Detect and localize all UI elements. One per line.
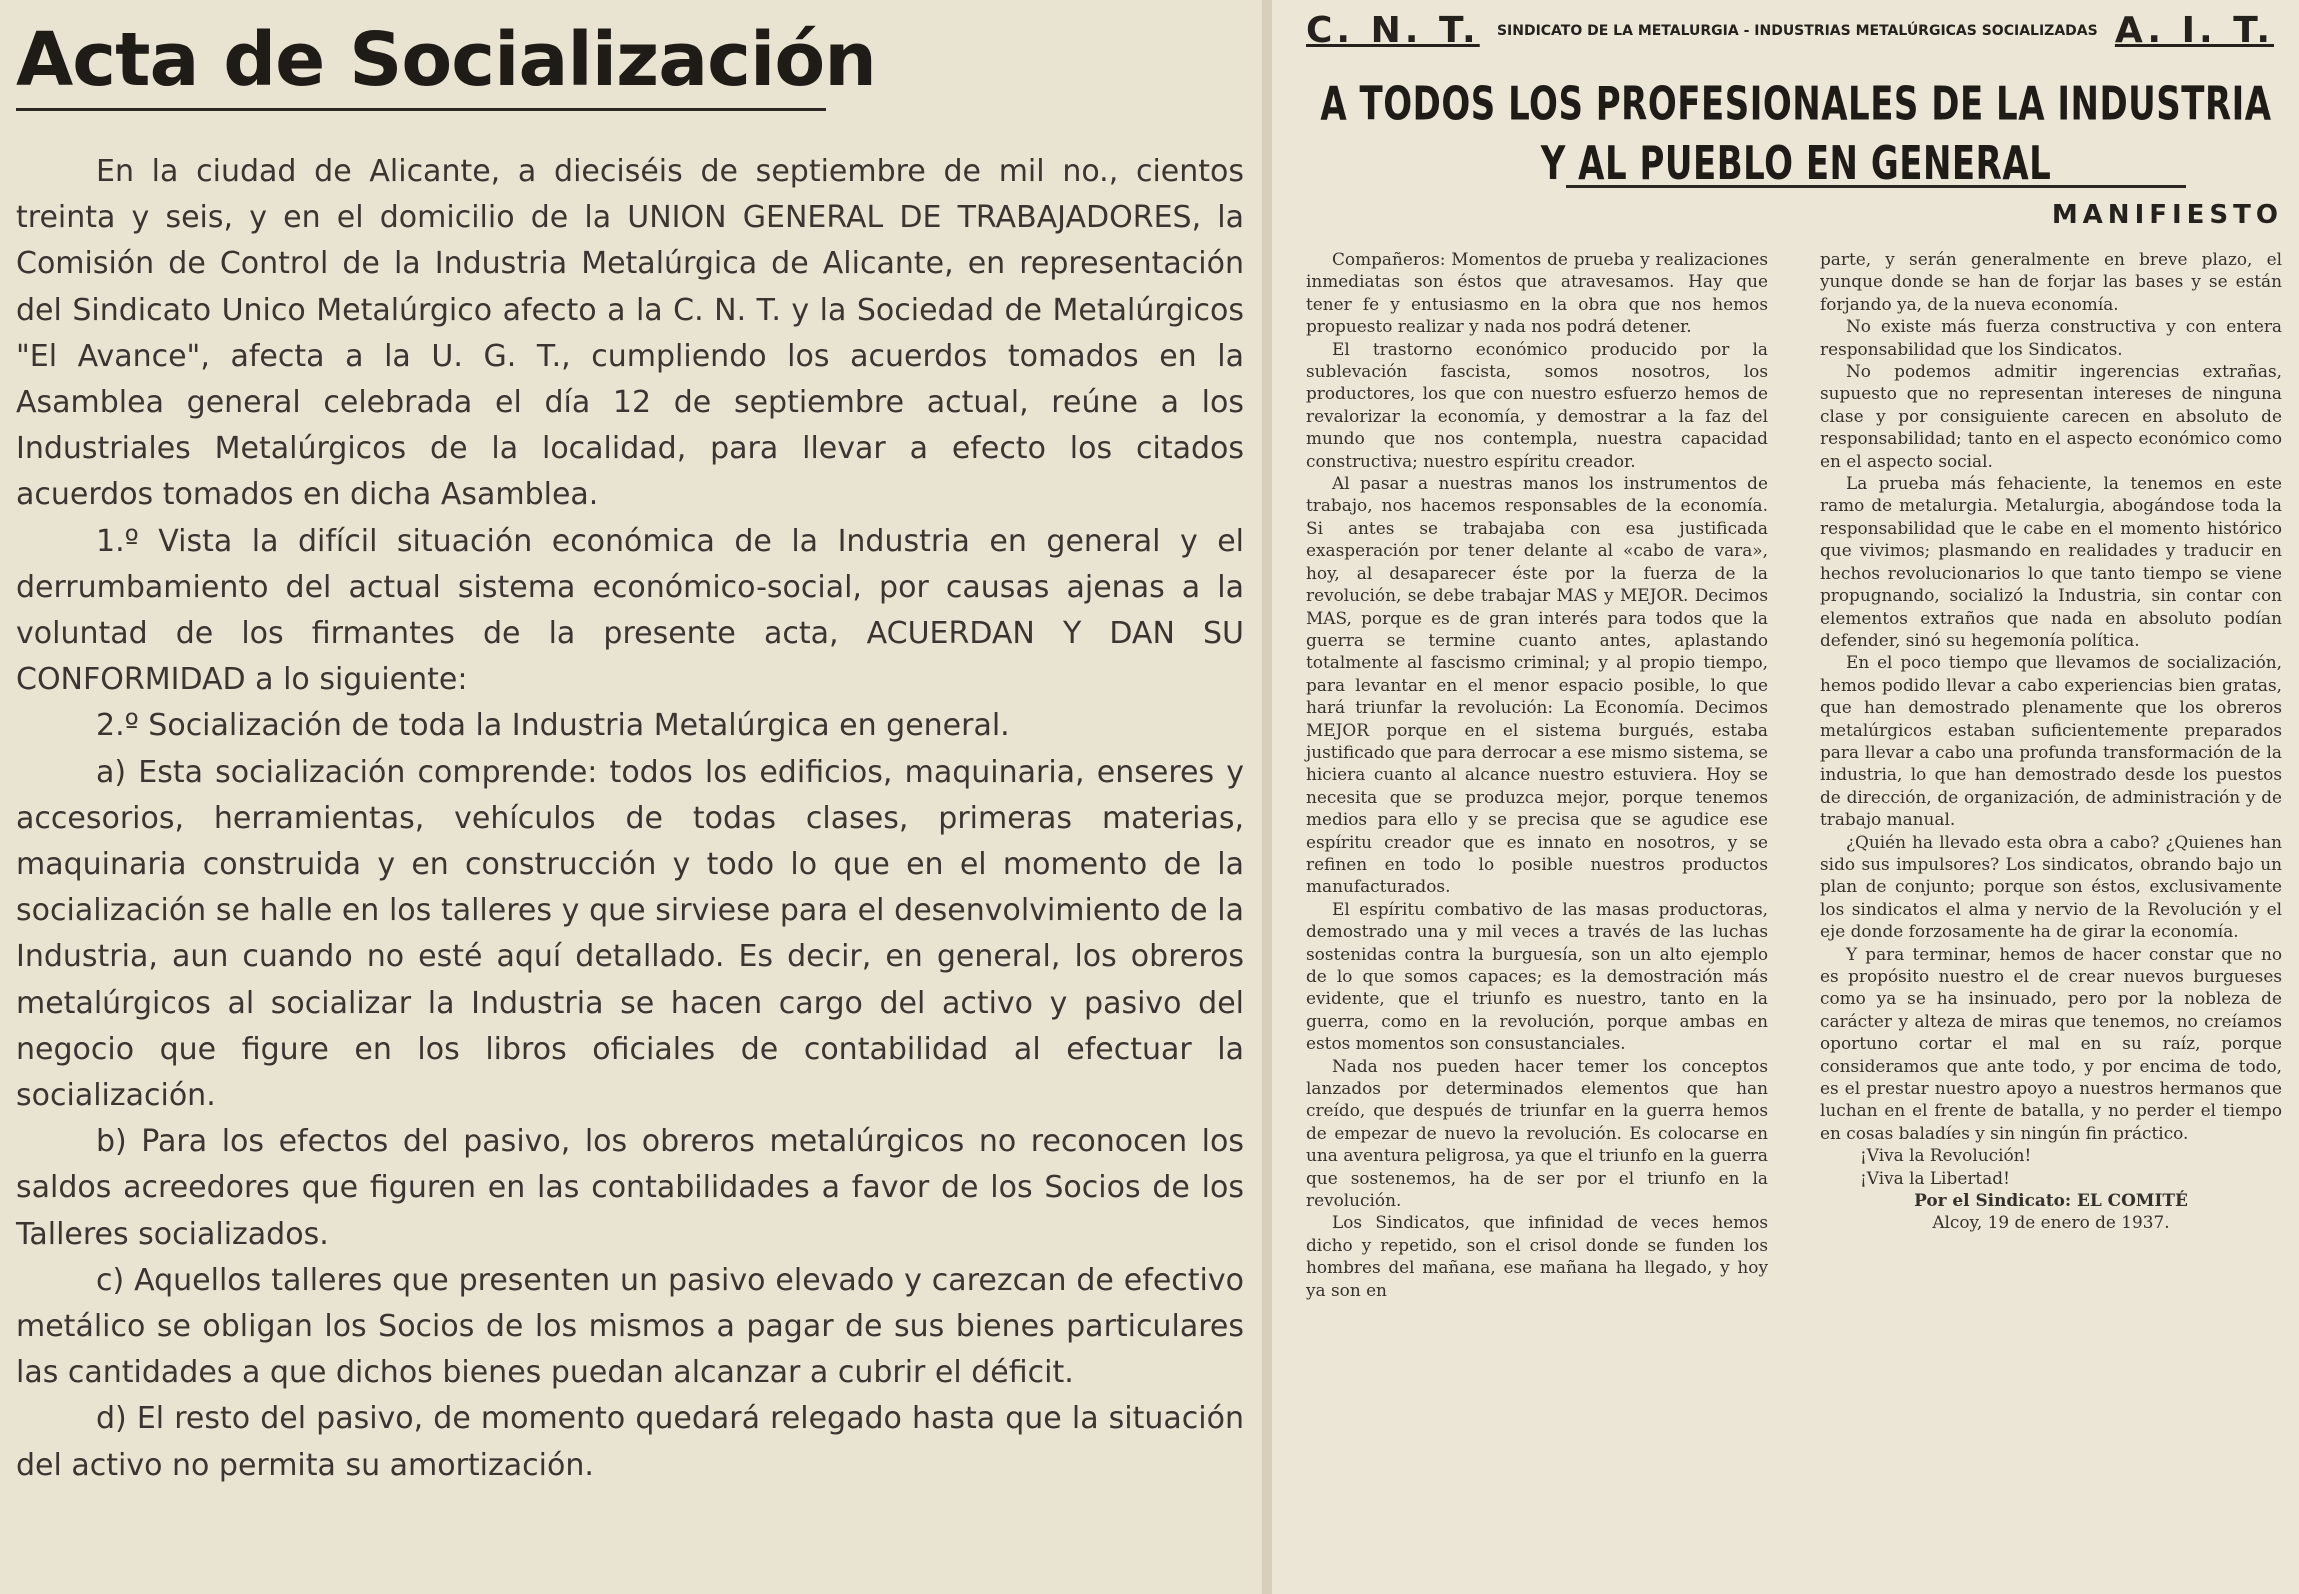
column-2-paragraph: ¿Quién ha llevado esta obra a cabo? ¿Quienes han sido sus impulsores? Los sindicatos, obrando bajo un plan de conjunto; porque son éstos, exclusivamente los sindicatos el alma y nervio de la Revolución y el eje donde forzosamente ha de girar la economía. (1820, 831, 2282, 942)
paragraph-point-2: 2.º Socialización de toda la Industria Metalúrgica en general. (96, 708, 1010, 744)
paragraph-item-c: c) Aquellos talleres que presenten un pasivo elevado y carezcan de efectivo metálico se obligan los Socios de los mismos a pagar de sus bienes particulares las cantidades a que dichos bienes puedan alcanzar a cubrir el déficit. (16, 1262, 1244, 1391)
column-2-paragraph: No existe más fuerza constructiva y con entera responsabilidad que los Sindicatos. (1820, 316, 2282, 359)
subtitle: MANIFIESTO (2051, 200, 2283, 230)
paragraph-item-a: a) Esta socialización comprende: todos los edificios, maquinaria, enseres y accesorios, herramientas, vehículos de todas clases, primeras materias, maquinaria construida y en construcción y todo lo que en el momento de la socialización se halle en los talleres y que sirviese para el desenvolvimiento de la Industria, aun cuando no esté aquí detallado. Es decir, en general, los obreros metalúrgicos al socializar la Industria se hacen cargo del activo y pasivo del negocio que figure en los libros oficiales de contabilidad al efectuar la socialización. (16, 754, 1244, 1114)
page-divider (1262, 0, 1272, 1594)
column-2-paragraph: No podemos admitir ingerencias extrañas, supuesto que no representan intereses de ninguna clase y por consiguiente carecen en absoluto de responsabilidad; tanto en el aspecto económico como en el aspecto social. (1820, 361, 2282, 471)
masthead (1306, 10, 2274, 51)
column-2 (1820, 248, 2282, 1301)
column-1-paragraph: Nada nos pueden hacer temer los conceptos lanzados por determinados elementos que han creído, que después de triunfar en la guerra hemos de empezar de nuevo la revolución. Es colocarse en una aventura peligrosa, ya que el triunfo en la guerra que sostenemos, ha de ser por el triunfo en la revolución. (1306, 1055, 1768, 1211)
masthead-left: C. N. T. (1306, 10, 1480, 51)
signature: Por el Sindicato: EL COMITÉ (1914, 1190, 2188, 1211)
manifesto-columns (1306, 248, 2282, 1301)
headline: A TODOS LOS PROFESIONALES DE LA INDUSTRIA Y AL PUEBLO EN GENERAL (1320, 77, 2272, 192)
column-1-paragraph: Los Sindicatos, que infinidad de veces hemos dicho y repetido, son el crisol donde se funden los hombres del mañana, ese mañana ha llegado, y hoy ya son en (1306, 1212, 1768, 1300)
column-2-paragraph: Y para terminar, hemos de hacer constar que no es propósito nuestro el de crear nuevos burgueses como ya se ha insinuado, pero por la nobleza de carácter y alteza de miras que tenemos, no creíamos oportuno cortar el mal en su raíz, porque consideramos que ante todo, y por encima de todo, es el prestar nuestro apoyo a nuestros hermanos que luchan en el frente de batalla, y no perder el tiempo en cosas baladíes y sin ningún fin práctico. (1820, 943, 2282, 1143)
paragraph-point-1: 1.º Vista la difícil situación económica de la Industria en general y el derrumbamiento del actual sistema económico-social, por causas ajenas a la voluntad de los firmantes de la presente acta, ACUERDAN Y DAN SU CONFORMIDAD a lo siguiente: (16, 523, 1244, 698)
article-title: Acta de Socialización (16, 17, 876, 103)
closing-line: ¡Viva la Revolución! (1860, 1145, 2032, 1166)
masthead-right: A. I. T. (2114, 10, 2274, 51)
paragraph-item-d: d) El resto del pasivo, de momento quedará relegado hasta que la situación del activo no permita su amortización. (16, 1401, 1244, 1483)
title-underline (16, 108, 826, 111)
column-2-paragraph: parte, y serán generalmente en breve plazo, el yunque donde se han de forjar las bases y se están forjando ya, de la nueva economía. (1820, 249, 2282, 314)
column-1-paragraph: Compañeros: Momentos de prueba y realizaciones inmediatas son éstos que atravesamos. Hay que tener fe y entusiasmo en la obra que nos hemos propuesto realizar y nada nos podrá detener. (1306, 249, 1768, 337)
place-date: Alcoy, 19 de enero de 1937. (1932, 1212, 2170, 1233)
masthead-center: SINDICATO DE LA METALURGIA - INDUSTRIAS METALÚRGICAS SOCIALIZADAS (1496, 22, 2098, 39)
column-2-paragraph: La prueba más fehaciente, la tenemos en este ramo de metalurgia. Metalurgia, abogándose toda la responsabilidad que le cabe en el momento histórico que vivimos; plasmando en realidades y traducir en hechos revolucionarios lo que tanto tiempo se viene propugnando, socializó la Industria, sin contar con elementos extraños que nada en absoluto podían defender, sinó su hegemonía política. (1820, 473, 2282, 650)
column-1-paragraph: El espíritu combativo de las masas productoras, demostrado una y mil veces a través de las luchas sostenidas contra la burguesía, son un alto ejemplo de lo que somos capaces; es la demostración más evidente, que el triunfo es nuestro, tanto en la guerra, como en la revolución, porque ambas en estos momentos son consustanciales. (1306, 898, 1768, 1054)
paragraph-item-b: b) Para los efectos del pasivo, los obreros metalúrgicos no reconocen los saldos acreedores que figuren en las contabilidades a favor de los Socios de los Talleres socializados. (16, 1124, 1244, 1252)
article-body (16, 149, 1244, 1489)
closing-line: ¡Viva la Libertad! (1860, 1167, 2010, 1188)
column-2-paragraph: En el poco tiempo que llevamos de socialización, hemos podido llevar a cabo experiencias bien gratas, que han demostrado plenamente que los obreros metalúrgicos estaban suficientemente preparados para llevar a cabo una profunda transformación de la industria, lo que han demostrado desde los puestos de dirección, de organización, de administración y de trabajo manual. (1820, 652, 2282, 830)
column-1-paragraph: Al pasar a nuestras manos los instrumentos de trabajo, nos hacemos responsables de la economía. Si antes se trabajaba con esa justificada exasperación por tener delante al «cabo de vara», hoy, al desaparecer éste por la fuerza de la revolución, se debe trabajar MAS y MEJOR. Decimos MAS, porque es de gran interés para todos que la guerra se termine cuanto antes, aplastando totalmente al fascismo criminal; y al propio tiempo, para levantar en el menor espacio posible, lo que hará triunfar la revolución: La Economía. Decimos MEJOR porque en el sistema burgués, estaba justificado que para derrocar a ese mismo sistema, se hiciera cuanto al alcance nuestro estuviera. Hoy se necesita que se produzca mejor, porque tenemos medios para ello y se precisa que se agudice ese espíritu creador que es innato en nosotros, y se refinen en todo lo posible nuestros productos manufacturados. (1306, 473, 1768, 897)
right-article (1272, 0, 2299, 1594)
paragraph-intro: En la ciudad de Alicante, a dieciséis de septiembre de mil no., cientos treinta y seis, y en el domicilio de la UNION GENERAL DE TRABAJADORES, la Comisión de Control de la Industria Metalúrgica de Alicante, en representación del Sindicato Unico Metalúrgico afecto a la C. N. T. y la Sociedad de Metalúrgicos "El Avance", afecta a la U. G. T., cumpliendo los acuerdos tomados en la Asamblea general celebrada el día 12 de septiembre actual, reúne a los Industriales Metalúrgicos de la localidad, para llevar a efecto los citados acuerdos tomados en dicha Asamblea. (16, 154, 1244, 513)
column-1-paragraph: El trastorno económico producido por la sublevación fascista, somos nosotros, los productores, los que con nuestro esfuerzo hemos de revalorizar la economía, y demostrar a la faz del mundo que nos contempla, nuestra capacidad constructiva; nuestro espíritu creador. (1306, 338, 1768, 471)
column-1 (1306, 248, 1768, 1301)
